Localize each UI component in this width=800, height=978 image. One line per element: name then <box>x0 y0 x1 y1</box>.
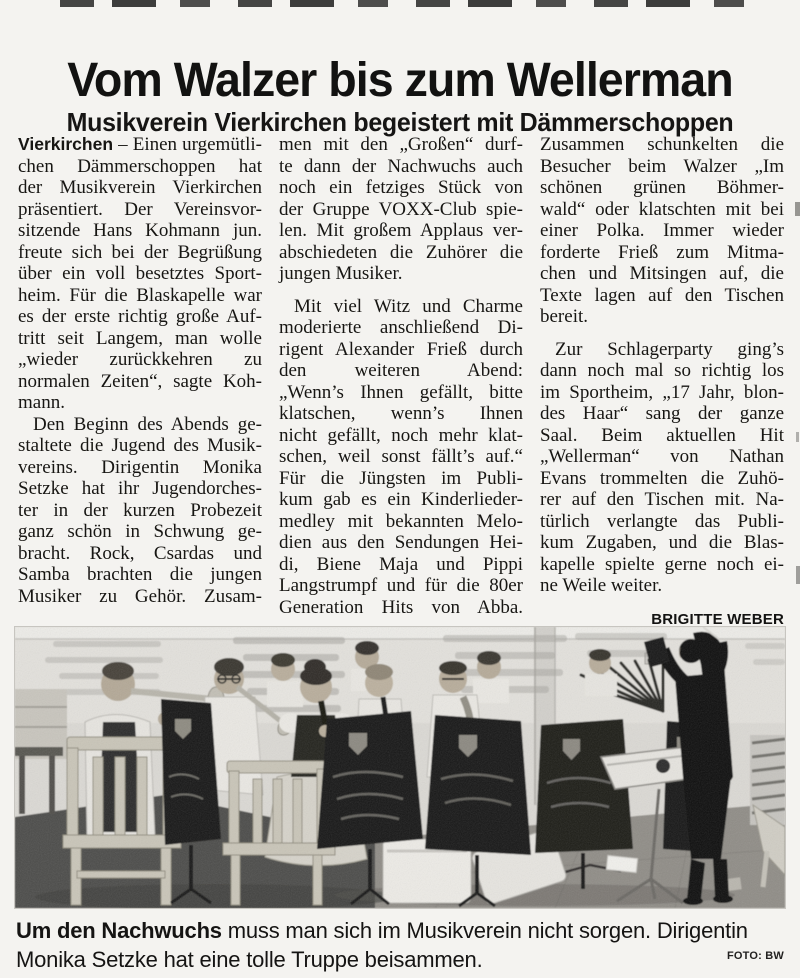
dateline: Vierkirchen <box>18 134 114 154</box>
body-line: der Gruppe VOXX-Club spie- <box>279 198 523 220</box>
body-line: Mit viel Witz und Charme <box>294 295 523 317</box>
photo-credit: FOTO: BW <box>727 950 784 962</box>
body-line: ganz schön in Schwung ge- <box>18 521 262 542</box>
body-line: schen, weil sonst fällt’s auf.“ <box>279 446 523 467</box>
page-title: Vom Walzer bis zum Wellerman <box>67 54 733 108</box>
body-line: jungen Musiker. <box>279 263 403 284</box>
body-line: forderte Frieß zum Mitma- <box>540 241 784 263</box>
body-line: rer auf den Tischen mit. Na- <box>540 489 784 510</box>
article-column-2 <box>279 134 523 628</box>
scan-edge-mark <box>795 202 800 216</box>
body-line: Samba brachten die jungen <box>18 564 262 585</box>
body-line: Den Beginn des Abends ge- <box>33 413 262 435</box>
body-line: di, Biene Maja und Pippi <box>279 553 523 575</box>
body-line: bracht. Rock, Csardas und <box>18 542 262 564</box>
body-line: nicht gefällt, noch mehr klat- <box>279 424 523 446</box>
body-line: Vierkirchen – Einen urgemütli- <box>18 134 262 155</box>
body-line: Generation Hits von Abba. <box>279 596 523 618</box>
body-line: chen Dämmerschoppen hat <box>18 155 262 177</box>
body-line: sitzende Hans Kohmann jun. <box>18 220 262 241</box>
photo-grain <box>15 627 785 908</box>
body-line: freute sich bei der Begrüßung <box>18 241 262 263</box>
body-line: schönen grünen Böhmer- <box>540 177 784 198</box>
body-line: den weiteren Abend: <box>279 360 523 381</box>
article-body <box>18 134 784 628</box>
scan-edge-mark <box>796 432 799 442</box>
body-line: bereit. <box>540 306 589 327</box>
body-line: im Sportheim, „17 Jahr, blon- <box>540 381 784 403</box>
body-line: moderierte anschließend Di- <box>279 317 523 338</box>
article-column-3 <box>540 134 784 628</box>
orchestra-photo-illustration <box>15 627 785 908</box>
body-line: „Wenn’s Ihnen gefällt, bitte <box>279 381 523 403</box>
body-line: dann noch mal so richtig los <box>540 360 784 381</box>
body-line: Setzke hat ihr Jugendorches- <box>18 478 262 499</box>
body-line: kum Zugaben, und die Blas- <box>540 532 784 553</box>
body-line: normalen Zeiten“, sagte Koh- <box>18 370 262 392</box>
body-line: staltete die Jugend des Musik- <box>18 435 262 456</box>
photo-caption <box>16 916 784 974</box>
scan-edge-mark <box>796 566 800 584</box>
body-line: einer Polka. Immer wieder <box>540 220 784 241</box>
body-line: präsentiert. Der Vereinsvor- <box>18 198 262 220</box>
body-line: Für die Jüngsten im Publi- <box>279 467 523 489</box>
scan-artifact-strip <box>60 0 750 7</box>
paragraph-gap <box>279 285 523 296</box>
body-line: mann. <box>18 392 65 413</box>
body-line: te dann der Nachwuchs auch <box>279 155 523 177</box>
body-line: ter in der kurzen Probezeit <box>18 499 262 521</box>
body-line: Saal. Beim aktuellen Hit <box>540 424 784 446</box>
body-line: ne Weile weiter. <box>540 575 663 596</box>
body-line: dien aus den Sendungen Hei- <box>279 532 523 553</box>
caption-text: muss man sich im Musikverein nicht sorgen. Dirigentin Monika Setzke hat eine tolle Truppe beisammen. <box>16 918 748 972</box>
body-line: wald“ oder klatschten mit bei <box>540 198 784 220</box>
body-line: türlich verlangte das Publi- <box>540 510 784 532</box>
body-line: Texte lagen auf den Tischen <box>540 284 784 306</box>
author-byline: BRIGITTE WEBER <box>651 610 784 628</box>
body-line: Zusammen schunkelten die <box>540 134 784 155</box>
body-line: Langstrumpf und für die 80er <box>279 575 523 596</box>
body-line: Evans trommelten die Zuhö- <box>540 467 784 489</box>
body-line: men mit den „Großen“ durf- <box>279 134 523 155</box>
body-line: kapelle spielte gerne noch ei- <box>540 553 784 575</box>
body-line: „wieder zurückkehren zu <box>18 349 262 370</box>
body-line: der Musikverein Vierkirchen <box>18 177 262 198</box>
article-column-1 <box>18 134 262 628</box>
body-line: chen und Mitsingen auf, die <box>540 263 784 284</box>
body-line: Musiker zu Gehör. Zusam- <box>18 585 262 607</box>
body-line: „Wellerman“ von Nathan <box>540 446 784 467</box>
body-line: klatschen, wenn’s Ihnen <box>279 403 523 424</box>
body-line: vereins. Dirigentin Monika <box>18 456 262 478</box>
body-line: heim. Für die Blaskapelle war <box>18 284 262 306</box>
paragraph-gap <box>540 328 784 339</box>
body-line: des Haar“ sang der ganze <box>540 403 784 424</box>
body-line: Zur Schlagerparty ging’s <box>555 338 784 360</box>
body-line: über ein voll besetztes Sport- <box>18 263 262 284</box>
caption-lead: Um den Nachwuchs <box>16 918 222 943</box>
body-line: medley mit bekannten Melo- <box>279 510 523 532</box>
body-line: noch ein fetziges Stück von <box>279 177 523 198</box>
subheadline: Musikverein Vierkirchen begeistert mit Dämmerschoppen <box>66 106 734 137</box>
body-line: es der erste richtig große Auf- <box>18 306 262 327</box>
body-line: len. Mit großem Applaus ver- <box>279 220 523 241</box>
body-line: abschiedeten die Zuhörer die <box>279 241 523 263</box>
body-line: kum gab es ein Kinderlieder- <box>279 489 523 510</box>
body-line: rigent Alexander Frieß durch <box>279 338 523 360</box>
article-photo <box>15 627 785 908</box>
body-line: tritt seit Langem, man wolle <box>18 327 262 349</box>
body-line: Besucher beim Walzer „Im <box>540 155 784 177</box>
